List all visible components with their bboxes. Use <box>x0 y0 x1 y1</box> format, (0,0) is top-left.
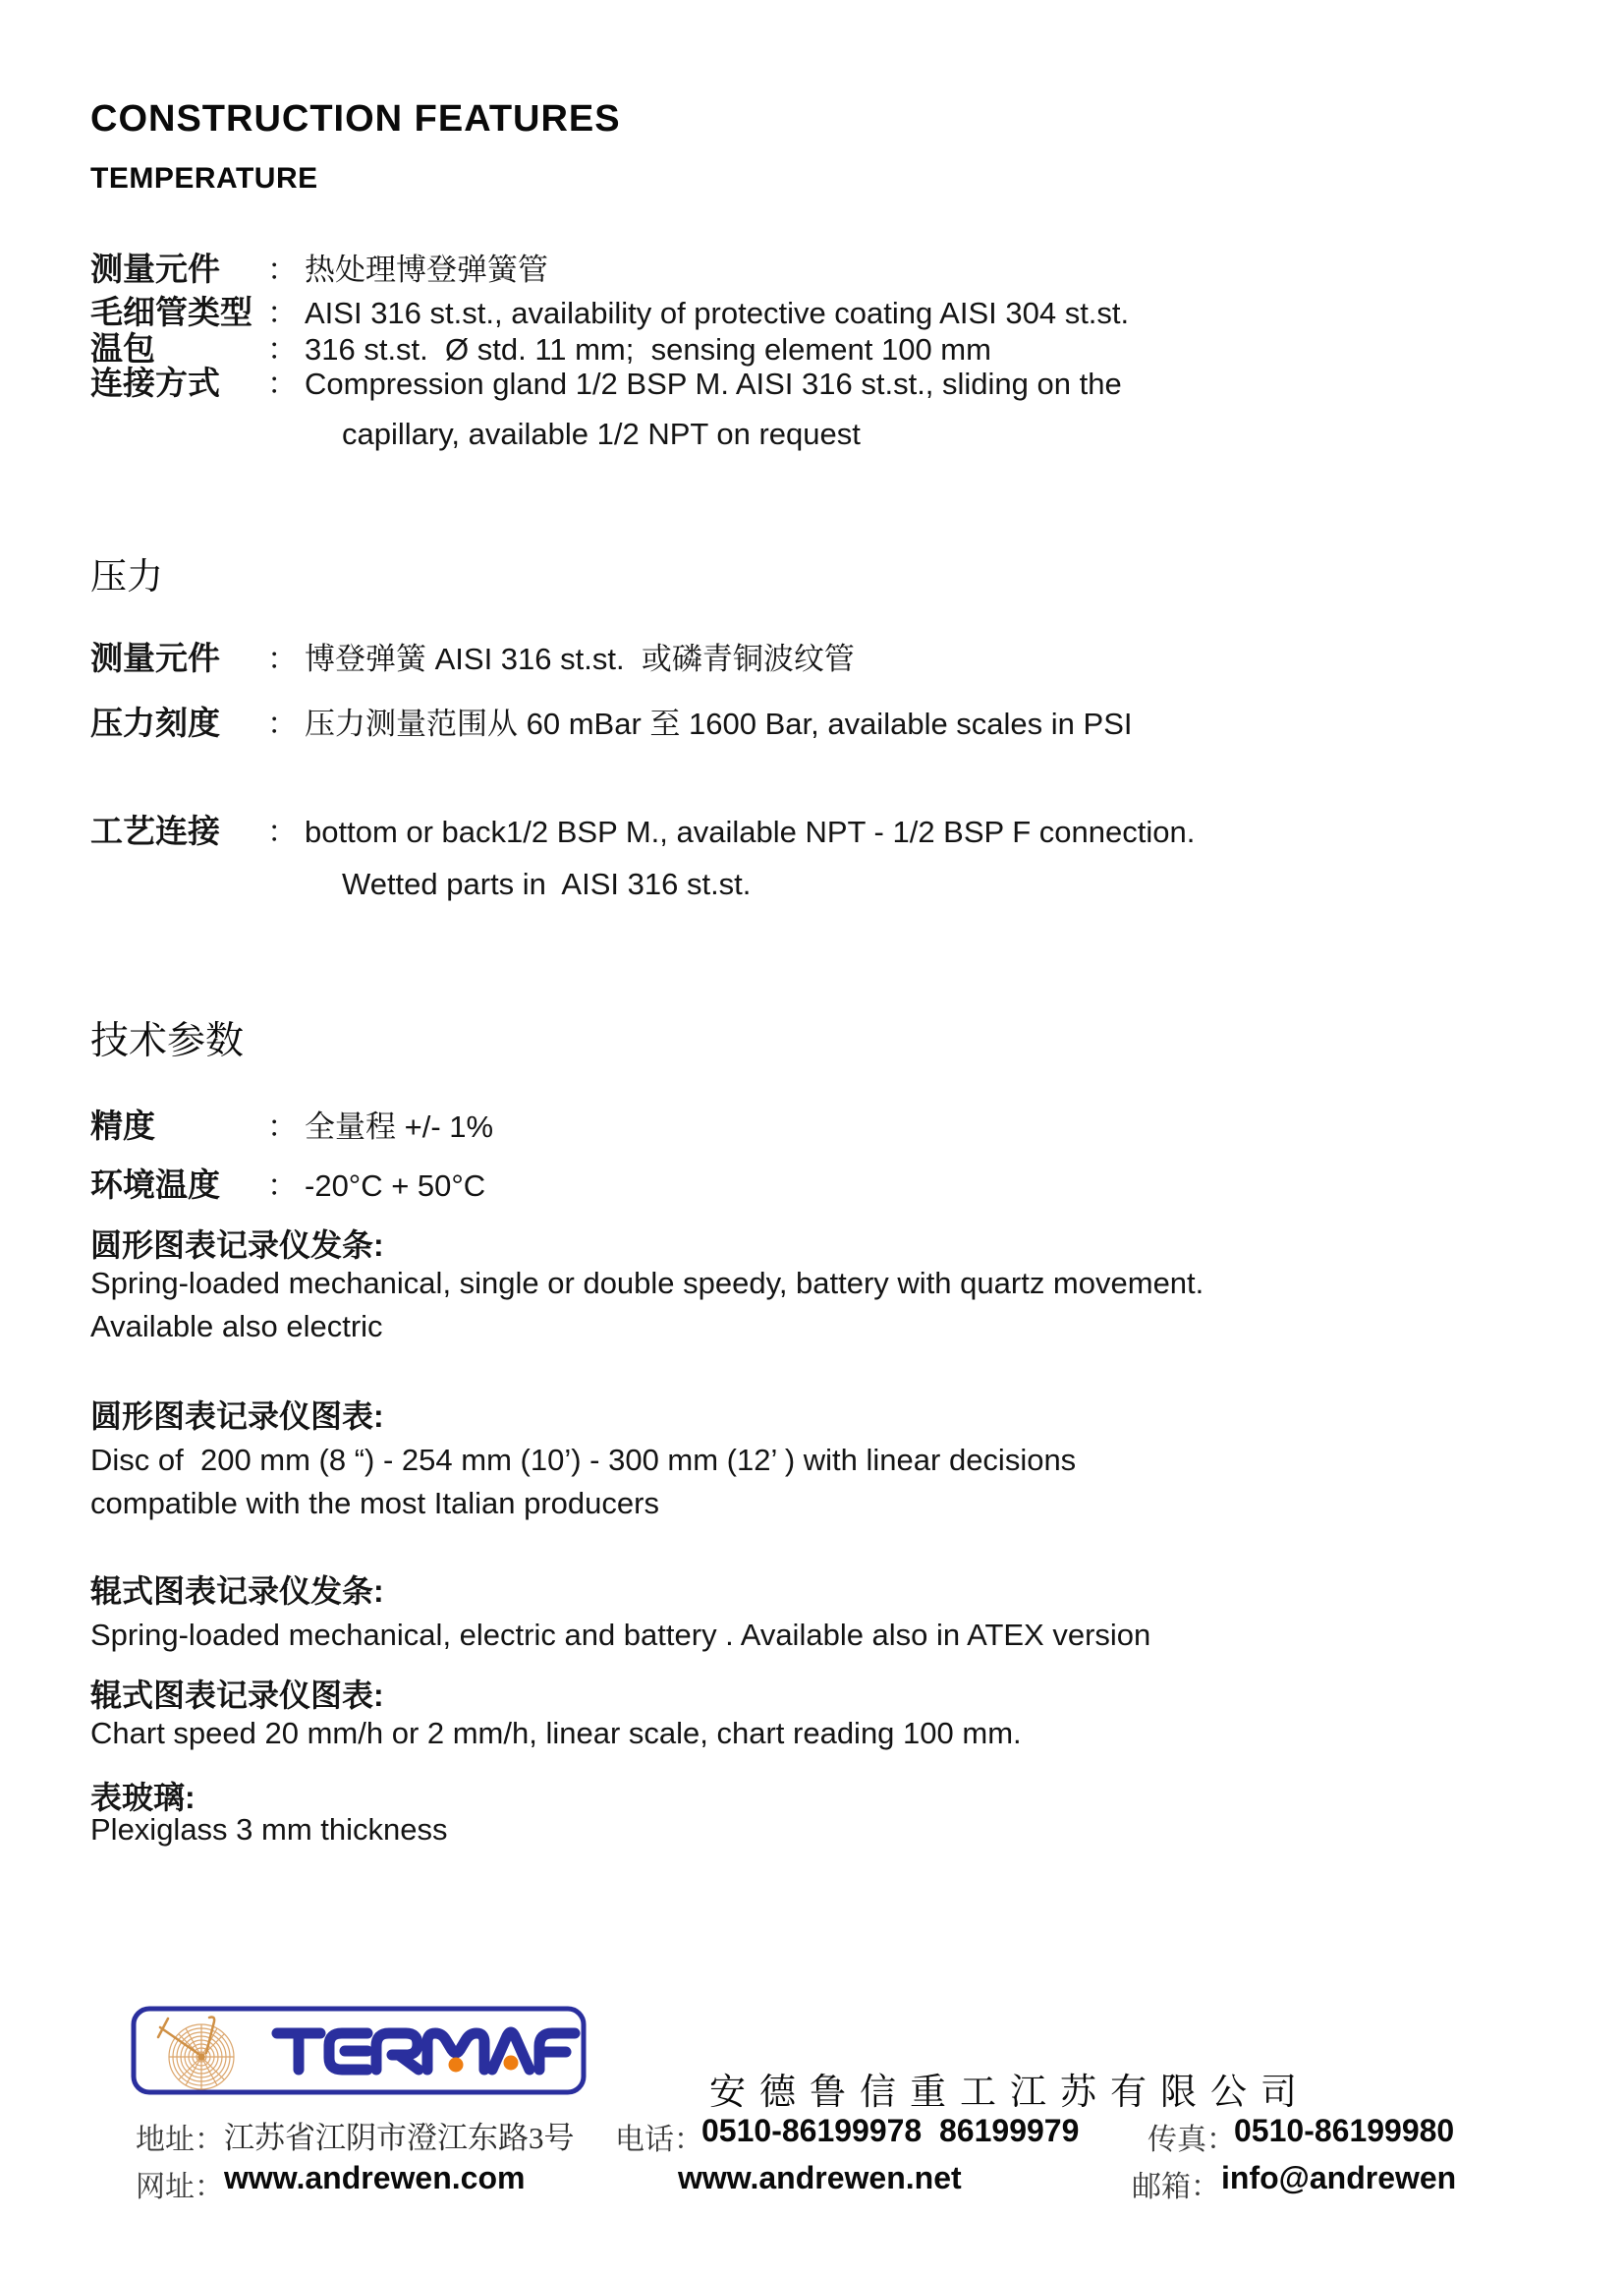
spec-value: 压力测量范围从 60 mBar 至 1600 Bar, available scales in PSI <box>305 707 1133 741</box>
web-url-2: www.andrewen.net <box>678 2160 962 2195</box>
spec-colon: ： <box>267 253 298 287</box>
spec-label: 温包 <box>90 330 155 367</box>
page-title: CONSTRUCTION FEATURES <box>90 98 621 140</box>
spec-label: 测量元件 <box>90 251 220 287</box>
paragraph-line: Available also electric <box>90 1309 383 1343</box>
spec-value: 316 st.st. Ø std. 11 mm; sensing element 100 mm <box>305 332 991 367</box>
address-label: 地址： <box>136 2124 224 2156</box>
phone-value: 0510-86199978 86199979 <box>701 2113 1080 2148</box>
email-value: info@andrewen <box>1221 2160 1457 2195</box>
spec-row <box>90 1101 493 1147</box>
spec-row <box>90 1160 485 1206</box>
spec-colon: ： <box>267 296 298 330</box>
spec-row <box>90 698 1133 744</box>
logo-orange-dot <box>504 2056 519 2071</box>
fax-value: 0510-86199980 <box>1234 2113 1455 2148</box>
paragraph-title: 辊式图表记录仪发条: <box>90 1573 384 1609</box>
email-label: 邮箱： <box>1132 2171 1220 2203</box>
spec-value: AISI 316 st.st., availability of protective coating AISI 304 st.st. <box>305 296 1130 330</box>
spec-label: 环境温度 <box>90 1166 220 1203</box>
paragraph-line: Spring-loaded mechanical, electric and battery . Available also in ATEX version <box>90 1618 1151 1652</box>
spec-colon: ： <box>267 1110 298 1144</box>
spec-value: 热处理博登弹簧管 <box>305 253 548 287</box>
spec-colon: ： <box>267 367 298 401</box>
spec-value: Compression gland 1/2 BSP M. AISI 316 st.st., sliding on the <box>305 367 1122 401</box>
spec-row <box>90 244 548 290</box>
spec-colon: ： <box>267 332 298 367</box>
spec-value: 全量程 +/- 1% <box>305 1110 494 1144</box>
spec-colon: ： <box>267 815 298 849</box>
spec-label: 毛细管类型 <box>90 294 252 330</box>
address-value: 江苏省江阴市澄江东路3号 <box>224 2121 575 2155</box>
spec-label: 精度 <box>90 1108 155 1144</box>
paragraph-title: 圆形图表记录仪图表: <box>90 1398 384 1434</box>
spec-value: -20°C + 50°C <box>305 1168 486 1203</box>
spec-colon: ： <box>267 707 298 741</box>
company-name: 安德鲁信重工江苏有限公司 <box>709 2072 1311 2112</box>
logo-orange-dot <box>449 2058 464 2073</box>
section-tech-heading: 技术参数 <box>90 1020 245 1062</box>
termaf-logo <box>131 2006 587 2095</box>
paragraph-line: Spring-loaded mechanical, single or double speedy, battery with quartz movement. <box>90 1266 1204 1300</box>
fax-label: 传真： <box>1148 2124 1236 2156</box>
spec-value: bottom or back1/2 BSP M., available NPT - 1/2 BSP F connection. <box>305 815 1196 849</box>
continuation-line: Wetted parts in AISI 316 st.st. <box>342 867 752 901</box>
spec-label: 工艺连接 <box>90 813 220 849</box>
paragraph-line: Plexiglass 3 mm thickness <box>90 1812 448 1847</box>
continuation-line: capillary, available 1/2 NPT on request <box>342 417 861 451</box>
spec-value: 博登弹簧 AISI 316 st.st. 或磷青铜波纹管 <box>305 642 855 676</box>
spec-label: 连接方式 <box>90 365 220 401</box>
spec-row <box>90 358 1122 404</box>
spec-label: 测量元件 <box>90 640 220 676</box>
spec-row <box>90 806 1195 852</box>
termaf-logo-graphic <box>131 2006 587 2095</box>
paragraph-title: 辊式图表记录仪图表: <box>90 1678 384 1713</box>
web-label: 网址： <box>136 2171 224 2203</box>
spec-label: 压力刻度 <box>90 705 220 741</box>
paragraph-line: compatible with the most Italian producers <box>90 1486 659 1520</box>
section-pressure-heading: 压力 <box>90 557 163 597</box>
phone-label: 电话： <box>615 2124 703 2156</box>
paragraph-title: 表玻璃: <box>90 1780 196 1815</box>
section-temperature-heading: TEMPERATURE <box>90 162 318 195</box>
spec-colon: ： <box>267 1168 298 1203</box>
web-url-1: www.andrewen.com <box>224 2160 526 2195</box>
paragraph-line: Chart speed 20 mm/h or 2 mm/h, linear scale, chart reading 100 mm. <box>90 1716 1022 1750</box>
spec-row <box>90 633 855 679</box>
spec-colon: ： <box>267 642 298 676</box>
paragraph-title: 圆形图表记录仪发条: <box>90 1227 384 1263</box>
paragraph-line: Disc of 200 mm (8 “) - 254 mm (10’) - 300 mm (12’ ) with linear decisions <box>90 1443 1077 1477</box>
